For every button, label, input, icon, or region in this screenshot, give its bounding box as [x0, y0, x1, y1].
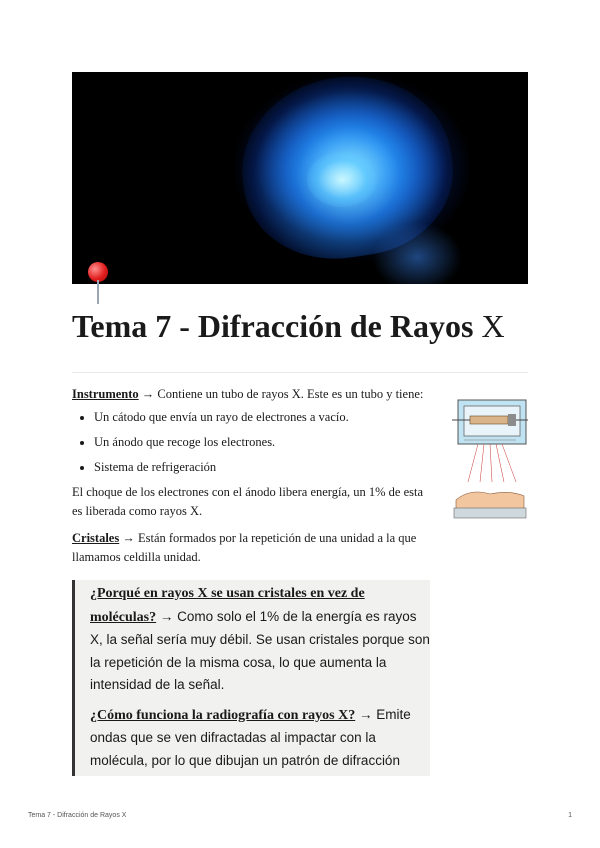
cristales-paragraph: Cristales → Están formados por la repetición de una unidad a la que llamamos celdilla unidad. — [72, 531, 417, 564]
instrumento-list — [72, 408, 432, 477]
cover-image — [72, 72, 528, 284]
page-content — [72, 385, 432, 571]
footer-title: Tema 7 - Difracción de Rayos X — [28, 812, 127, 819]
x-ray-tube-diagram — [450, 396, 530, 522]
question-2: ¿Cómo funciona la radiografía con rayos X? — [90, 707, 356, 723]
cristales-label: Cristales — [72, 531, 120, 545]
jellyfish-tail — [372, 222, 462, 284]
choque-paragraph: El choque de los electrones con el ánodo libera energía, un 1% de esta es liberada como rayos X. — [72, 485, 424, 518]
divider — [72, 372, 528, 373]
page-title: Tema 7 - Difracción de Rayos X — [72, 308, 505, 344]
callout-paragraph-1: ¿Porqué en rayos X se usan cristales en vez de moléculas? → Como solo el 1% de la energía es rayos X, la señal sería muy débil. Se usan cristales porque son la repetición de la misma cosa, lo que aumenta la intensidad de la señal. — [90, 586, 430, 692]
instrumento-paragraph: Instrumento → Contiene un tubo de rayos X. Este es un tubo y tiene: — [72, 387, 424, 401]
list-item: • Sistema de refrigeración — [94, 458, 432, 477]
page-footer — [28, 812, 572, 819]
pushpin-icon — [86, 262, 110, 306]
callout-paragraph-2: ¿Cómo funciona la radiografía con rayos X? → Emite ondas que se ven difractadas al impactar con la molécula, por lo que dibujan un patrón de difracción — [90, 706, 411, 768]
page-number: 1 — [568, 812, 572, 819]
list-item: • Un ánodo que recoge los electrones. — [94, 433, 432, 452]
list-item: • Un cátodo que envía un rayo de electrones a vacío. — [94, 408, 432, 427]
instrumento-label: Instrumento — [72, 387, 139, 401]
question-1: ¿Porqué en rayos X se usan cristales en vez de moléculas? — [90, 586, 365, 625]
callout-block — [72, 580, 430, 776]
jellyfish-core — [307, 152, 377, 207]
